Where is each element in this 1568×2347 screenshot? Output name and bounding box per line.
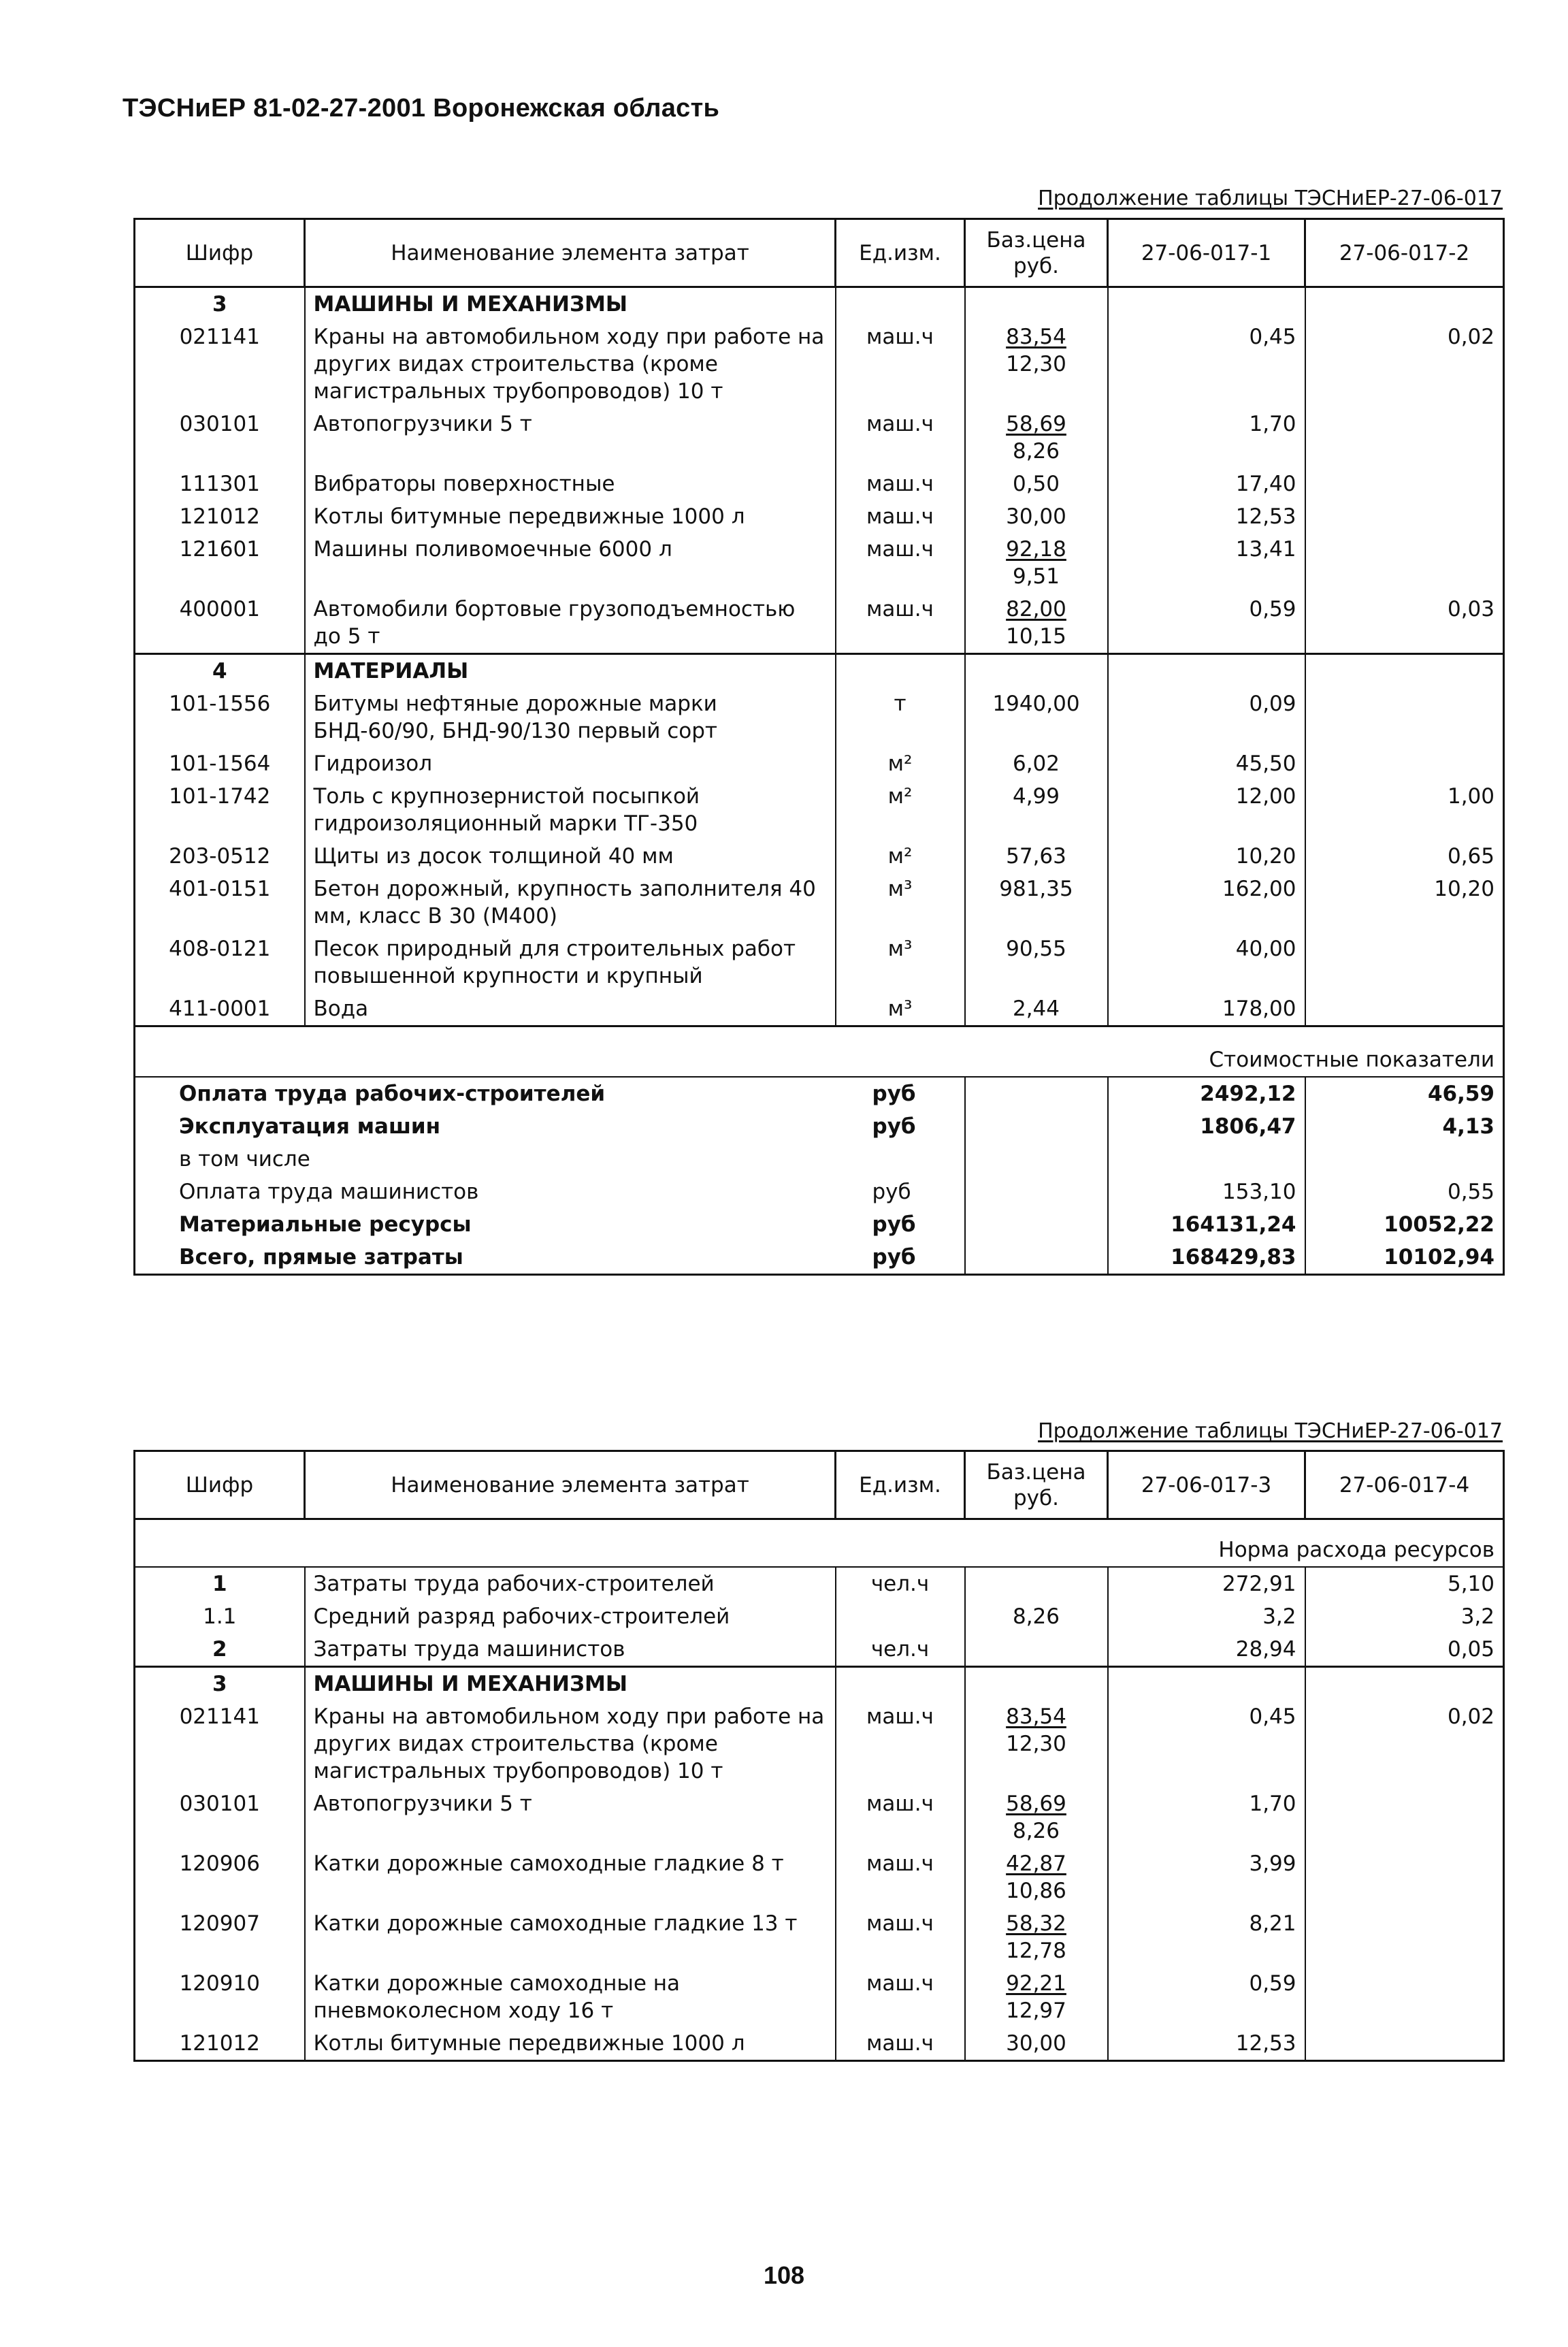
column-header-base-price: Баз.цена руб. bbox=[965, 219, 1108, 287]
summary-unit: руб bbox=[836, 1176, 965, 1208]
section-row bbox=[135, 1667, 1504, 1701]
summary-value-1: 168429,83 bbox=[1108, 1241, 1305, 1275]
resource-name: Вода bbox=[305, 992, 836, 1026]
table-row bbox=[135, 780, 1504, 840]
norm-value-2 bbox=[1305, 992, 1504, 1026]
column-header-code: Шифр bbox=[135, 1451, 305, 1519]
table1-continuation-title: Продолжение таблицы ТЭСНиЕР-27-06-017 bbox=[1038, 187, 1503, 210]
unit: м² bbox=[836, 780, 965, 840]
resource-code: 1 bbox=[135, 1567, 305, 1600]
empty-cell bbox=[135, 1519, 305, 1568]
base-price-cell bbox=[965, 593, 1108, 654]
norm-value-1: 10,20 bbox=[1108, 840, 1305, 873]
resource-name: Бетон дорожный, крупность заполнителя 40 мм, класс В 30 (М400) bbox=[305, 873, 836, 933]
base-price-secondary: 10,86 bbox=[1006, 1879, 1066, 1903]
base-price-cell bbox=[965, 873, 1108, 933]
norm-value-2: 0,02 bbox=[1305, 1700, 1504, 1787]
resource-name: Котлы битумные передвижные 1000 л bbox=[305, 500, 836, 533]
base-price-cell bbox=[965, 321, 1108, 408]
base-price-secondary: 12,30 bbox=[1006, 1732, 1066, 1756]
table-row bbox=[135, 533, 1504, 593]
table-row bbox=[135, 1907, 1504, 1967]
table-row bbox=[135, 873, 1504, 933]
norm-value-2 bbox=[1305, 468, 1504, 500]
resource-code: 030101 bbox=[135, 408, 305, 468]
unit: м² bbox=[836, 840, 965, 873]
unit: м³ bbox=[836, 933, 965, 992]
empty-cell bbox=[836, 654, 965, 688]
summary-label: Оплата труда рабочих-строителей bbox=[135, 1077, 836, 1110]
base-price: 90,55 bbox=[1006, 937, 1066, 961]
summary-row bbox=[135, 1241, 1504, 1275]
norm-value-1: 3,99 bbox=[1108, 1847, 1305, 1907]
resource-name: Песок природный для строительных работ повышенной крупности и крупный bbox=[305, 933, 836, 992]
summary-label: Всего, прямые затраты bbox=[135, 1241, 836, 1275]
empty-cell bbox=[1108, 654, 1305, 688]
table-row bbox=[135, 1633, 1504, 1667]
norm-value-1: 17,40 bbox=[1108, 468, 1305, 500]
empty-cell bbox=[965, 1077, 1108, 1110]
base-price-cell bbox=[965, 468, 1108, 500]
unit: маш.ч bbox=[836, 500, 965, 533]
resource-name: Толь с крупнозернистой посыпкой гидроизоляционный марки ТГ-350 bbox=[305, 780, 836, 840]
base-price-cell bbox=[965, 840, 1108, 873]
resource-code: 021141 bbox=[135, 1700, 305, 1787]
section-number: 4 bbox=[135, 654, 305, 688]
norm-value-2 bbox=[1305, 1907, 1504, 1967]
table-row bbox=[135, 1600, 1504, 1633]
base-price: 83,54 bbox=[1006, 325, 1066, 349]
resource-name: Автомобили бортовые грузоподъемностью до 5 т bbox=[305, 593, 836, 654]
norm-value-1: 12,53 bbox=[1108, 500, 1305, 533]
resource-code: 121601 bbox=[135, 533, 305, 593]
unit: маш.ч bbox=[836, 533, 965, 593]
norm-value-2 bbox=[1305, 2027, 1504, 2061]
summary-unit: руб bbox=[836, 1110, 965, 1143]
table-row bbox=[135, 408, 1504, 468]
resources-table-1 bbox=[133, 218, 1505, 1276]
summary-row bbox=[135, 1176, 1504, 1208]
unit: маш.ч bbox=[836, 468, 965, 500]
column-header-unit: Ед.изм. bbox=[836, 1451, 965, 1519]
section-row bbox=[135, 287, 1504, 321]
empty-cell bbox=[965, 654, 1108, 688]
resource-code: 400001 bbox=[135, 593, 305, 654]
norm-value-1: 0,45 bbox=[1108, 1700, 1305, 1787]
summary-value-1: 164131,24 bbox=[1108, 1208, 1305, 1241]
resource-name: Котлы битумные передвижные 1000 л bbox=[305, 2027, 836, 2061]
empty-cell bbox=[965, 1143, 1108, 1176]
base-price: 82,00 bbox=[1006, 597, 1066, 621]
norm-value-1: 178,00 bbox=[1108, 992, 1305, 1026]
base-price: 30,00 bbox=[1006, 504, 1066, 529]
resource-code: 408-0121 bbox=[135, 933, 305, 992]
summary-row bbox=[135, 1143, 1504, 1176]
base-price: 981,35 bbox=[999, 877, 1073, 901]
base-price-secondary: 8,26 bbox=[1012, 439, 1060, 464]
summary-value-1: 2492,12 bbox=[1108, 1077, 1305, 1110]
norm-value-1: 0,59 bbox=[1108, 593, 1305, 654]
column-header-norm-3: 27-06-017-3 bbox=[1108, 1451, 1305, 1519]
norm-value-1: 12,53 bbox=[1108, 2027, 1305, 2061]
summary-row bbox=[135, 1110, 1504, 1143]
norm-value-1: 0,09 bbox=[1108, 687, 1305, 747]
summary-unit: руб bbox=[836, 1241, 965, 1275]
norm-value-2 bbox=[1305, 408, 1504, 468]
unit: м³ bbox=[836, 992, 965, 1026]
base-price: 30,00 bbox=[1006, 2031, 1066, 2056]
resource-name: Автопогрузчики 5 т bbox=[305, 1787, 836, 1847]
base-price: 0,50 bbox=[1012, 472, 1060, 496]
base-price: 58,69 bbox=[1006, 412, 1066, 436]
column-header-norm-4: 27-06-017-4 bbox=[1305, 1451, 1504, 1519]
norm-value-1: 13,41 bbox=[1108, 533, 1305, 593]
resource-name: Катки дорожные самоходные гладкие 13 т bbox=[305, 1907, 836, 1967]
summary-value-2: 10052,22 bbox=[1305, 1208, 1504, 1241]
resource-name: Краны на автомобильном ходу при работе на других видах строительства (кроме магистральных трубопроводов) 10 т bbox=[305, 1700, 836, 1787]
norm-value-2: 0,05 bbox=[1305, 1633, 1504, 1667]
unit: маш.ч bbox=[836, 593, 965, 654]
resource-code: 030101 bbox=[135, 1787, 305, 1847]
resource-code: 120907 bbox=[135, 1907, 305, 1967]
base-price-secondary: 12,97 bbox=[1006, 1998, 1066, 2023]
resource-code: 101-1564 bbox=[135, 747, 305, 780]
base-price: 58,69 bbox=[1006, 1792, 1066, 1816]
section-title: МАТЕРИАЛЫ bbox=[305, 654, 836, 688]
base-price-cell bbox=[965, 933, 1108, 992]
table-row bbox=[135, 1567, 1504, 1600]
table-row bbox=[135, 593, 1504, 654]
base-price: 58,32 bbox=[1006, 1911, 1066, 1936]
table-row bbox=[135, 2027, 1504, 2061]
resource-name: Средний разряд рабочих-строителей bbox=[305, 1600, 836, 1633]
section-number: 3 bbox=[135, 287, 305, 321]
summary-unit: руб bbox=[836, 1208, 965, 1241]
unit: маш.ч bbox=[836, 1787, 965, 1847]
table-row bbox=[135, 840, 1504, 873]
summary-caption-row bbox=[135, 1026, 1504, 1078]
norm-value-2: 10,20 bbox=[1305, 873, 1504, 933]
empty-cell bbox=[1305, 654, 1504, 688]
empty-cell bbox=[965, 1176, 1108, 1208]
base-price-secondary: 9,51 bbox=[1012, 564, 1060, 589]
resource-name: Вибраторы поверхностные bbox=[305, 468, 836, 500]
norm-value-1: 1,70 bbox=[1108, 408, 1305, 468]
summary-value-2: 4,13 bbox=[1305, 1110, 1504, 1143]
norm-value-1: 0,59 bbox=[1108, 1967, 1305, 2027]
resource-code: 101-1556 bbox=[135, 687, 305, 747]
resources-table-2 bbox=[133, 1450, 1505, 2062]
base-price: 8,26 bbox=[1012, 1604, 1060, 1629]
table-row bbox=[135, 321, 1504, 408]
norm-value-1: 28,94 bbox=[1108, 1633, 1305, 1667]
table-row bbox=[135, 933, 1504, 992]
resource-code: 101-1742 bbox=[135, 780, 305, 840]
section-row bbox=[135, 654, 1504, 688]
resource-code: 120910 bbox=[135, 1967, 305, 2027]
base-price-cell bbox=[965, 1700, 1108, 1787]
base-price-cell bbox=[965, 533, 1108, 593]
table-row bbox=[135, 1787, 1504, 1847]
norm-value-2: 0,02 bbox=[1305, 321, 1504, 408]
norm-value-1: 0,45 bbox=[1108, 321, 1305, 408]
empty-cell bbox=[965, 1208, 1108, 1241]
unit: маш.ч bbox=[836, 408, 965, 468]
resource-name: Краны на автомобильном ходу при работе на других видах строительства (кроме магистральных трубопроводов) 10 т bbox=[305, 321, 836, 408]
norm-value-1: 8,21 bbox=[1108, 1907, 1305, 1967]
section-number: 3 bbox=[135, 1667, 305, 1701]
table-row bbox=[135, 992, 1504, 1026]
norm-value-1: 3,2 bbox=[1108, 1600, 1305, 1633]
base-price-secondary: 12,30 bbox=[1006, 352, 1066, 376]
base-price-cell bbox=[965, 1600, 1108, 1633]
unit: маш.ч bbox=[836, 1847, 965, 1907]
base-price: 83,54 bbox=[1006, 1704, 1066, 1729]
norm-value-2: 0,65 bbox=[1305, 840, 1504, 873]
unit: чел.ч bbox=[836, 1567, 965, 1600]
norm-value-2: 5,10 bbox=[1305, 1567, 1504, 1600]
base-price-secondary: 10,15 bbox=[1006, 624, 1066, 649]
resource-code: 401-0151 bbox=[135, 873, 305, 933]
base-price-cell bbox=[965, 1567, 1108, 1600]
norm-value-2 bbox=[1305, 1787, 1504, 1847]
base-price-cell bbox=[965, 1847, 1108, 1907]
column-header-base-price: Баз.цена руб. bbox=[965, 1451, 1108, 1519]
summary-unit bbox=[836, 1143, 965, 1176]
summary-value-1 bbox=[1108, 1143, 1305, 1176]
column-header-unit: Ед.изм. bbox=[836, 219, 965, 287]
base-price-secondary: 12,78 bbox=[1006, 1939, 1066, 1963]
document-header: ТЭСНиЕР 81-02-27-2001 Воронежская область bbox=[122, 94, 720, 123]
column-header-name: Наименование элемента затрат bbox=[305, 219, 836, 287]
base-price-cell bbox=[965, 747, 1108, 780]
empty-cell bbox=[965, 1110, 1108, 1143]
base-price: 1940,00 bbox=[992, 692, 1080, 716]
base-price: 92,18 bbox=[1006, 537, 1066, 562]
resource-code: 203-0512 bbox=[135, 840, 305, 873]
summary-value-1: 1806,47 bbox=[1108, 1110, 1305, 1143]
resource-name: Автопогрузчики 5 т bbox=[305, 408, 836, 468]
summary-value-2: 10102,94 bbox=[1305, 1241, 1504, 1275]
norm-value-1: 40,00 bbox=[1108, 933, 1305, 992]
base-price: 57,63 bbox=[1006, 844, 1066, 869]
section-title: МАШИНЫ И МЕХАНИЗМЫ bbox=[305, 1667, 836, 1701]
section-title: МАШИНЫ И МЕХАНИЗМЫ bbox=[305, 287, 836, 321]
norm-value-2 bbox=[1305, 533, 1504, 593]
summary-value-2 bbox=[1305, 1143, 1504, 1176]
summary-value-2: 0,55 bbox=[1305, 1176, 1504, 1208]
resource-name: Катки дорожные самоходные на пневмоколесном ходу 16 т bbox=[305, 1967, 836, 2027]
resource-name: Катки дорожные самоходные гладкие 8 т bbox=[305, 1847, 836, 1907]
unit: т bbox=[836, 687, 965, 747]
norm-value-2 bbox=[1305, 747, 1504, 780]
empty-cell bbox=[836, 287, 965, 321]
column-header-code: Шифр bbox=[135, 219, 305, 287]
norm-value-1: 272,91 bbox=[1108, 1567, 1305, 1600]
base-price: 6,02 bbox=[1012, 751, 1060, 776]
column-header-norm-1: 27-06-017-1 bbox=[1108, 219, 1305, 287]
empty-cell bbox=[965, 1241, 1108, 1275]
empty-cell bbox=[1108, 1667, 1305, 1701]
norm-value-2 bbox=[1305, 1967, 1504, 2027]
norm-value-2 bbox=[1305, 687, 1504, 747]
base-price: 92,21 bbox=[1006, 1971, 1066, 1996]
table-row bbox=[135, 1967, 1504, 2027]
norm-value-2 bbox=[1305, 1847, 1504, 1907]
norm-value-2: 1,00 bbox=[1305, 780, 1504, 840]
empty-cell bbox=[965, 287, 1108, 321]
unit: м² bbox=[836, 747, 965, 780]
resource-code: 121012 bbox=[135, 2027, 305, 2061]
unit: чел.ч bbox=[836, 1633, 965, 1667]
base-price-cell bbox=[965, 1967, 1108, 2027]
summary-row bbox=[135, 1208, 1504, 1241]
resource-name: Гидроизол bbox=[305, 747, 836, 780]
resource-code: 2 bbox=[135, 1633, 305, 1667]
table-row bbox=[135, 468, 1504, 500]
resource-code: 021141 bbox=[135, 321, 305, 408]
table1-body bbox=[135, 287, 1504, 1275]
unit: маш.ч bbox=[836, 1967, 965, 2027]
norm-value-1: 12,00 bbox=[1108, 780, 1305, 840]
base-price-cell bbox=[965, 780, 1108, 840]
empty-cell bbox=[135, 1026, 305, 1078]
base-price: 4,99 bbox=[1012, 784, 1060, 809]
resource-name: Затраты труда рабочих-строителей bbox=[305, 1567, 836, 1600]
norm-value-1: 1,70 bbox=[1108, 1787, 1305, 1847]
base-price-secondary: 8,26 bbox=[1012, 1819, 1060, 1843]
unit: маш.ч bbox=[836, 2027, 965, 2061]
base-price-cell bbox=[965, 992, 1108, 1026]
unit: маш.ч bbox=[836, 1907, 965, 1967]
summary-label: Материальные ресурсы bbox=[135, 1208, 836, 1241]
norm-value-2 bbox=[1305, 500, 1504, 533]
norm-value-2 bbox=[1305, 933, 1504, 992]
base-price: 42,87 bbox=[1006, 1851, 1066, 1876]
column-header-name: Наименование элемента затрат bbox=[305, 1451, 836, 1519]
unit: маш.ч bbox=[836, 1700, 965, 1787]
resource-code: 411-0001 bbox=[135, 992, 305, 1026]
summary-label: в том числе bbox=[135, 1143, 836, 1176]
resource-name: Затраты труда машинистов bbox=[305, 1633, 836, 1667]
norm-value-2: 3,2 bbox=[1305, 1600, 1504, 1633]
resource-code: 1.1 bbox=[135, 1600, 305, 1633]
table-row bbox=[135, 1700, 1504, 1787]
summary-caption: Стоимостные показатели bbox=[305, 1026, 1504, 1078]
table-row bbox=[135, 500, 1504, 533]
resource-name: Машины поливомоечные 6000 л bbox=[305, 533, 836, 593]
norm-caption: Норма расхода ресурсов bbox=[305, 1519, 1504, 1568]
table-row bbox=[135, 687, 1504, 747]
empty-cell bbox=[965, 1667, 1108, 1701]
column-header-norm-2: 27-06-017-2 bbox=[1305, 219, 1504, 287]
empty-cell bbox=[1305, 287, 1504, 321]
norm-value-2: 0,03 bbox=[1305, 593, 1504, 654]
unit: маш.ч bbox=[836, 321, 965, 408]
norm-value-1: 162,00 bbox=[1108, 873, 1305, 933]
norm-value-1: 45,50 bbox=[1108, 747, 1305, 780]
page-number: 108 bbox=[763, 2261, 805, 2289]
norm-caption-row bbox=[135, 1519, 1504, 1568]
table-row bbox=[135, 1847, 1504, 1907]
base-price-cell bbox=[965, 500, 1108, 533]
unit: м³ bbox=[836, 873, 965, 933]
base-price-cell bbox=[965, 1787, 1108, 1847]
base-price-cell bbox=[965, 1907, 1108, 1967]
resource-code: 111301 bbox=[135, 468, 305, 500]
base-price-cell bbox=[965, 1633, 1108, 1667]
summary-label: Эксплуатация машин bbox=[135, 1110, 836, 1143]
resource-code: 120906 bbox=[135, 1847, 305, 1907]
base-price-cell bbox=[965, 2027, 1108, 2061]
resource-code: 121012 bbox=[135, 500, 305, 533]
base-price-cell bbox=[965, 408, 1108, 468]
summary-value-1: 153,10 bbox=[1108, 1176, 1305, 1208]
summary-label: Оплата труда машинистов bbox=[135, 1176, 836, 1208]
resource-name: Битумы нефтяные дорожные марки БНД-60/90, БНД-90/130 первый сорт bbox=[305, 687, 836, 747]
empty-cell bbox=[1108, 287, 1305, 321]
empty-cell bbox=[1305, 1667, 1504, 1701]
table-row bbox=[135, 747, 1504, 780]
resource-name: Щиты из досок толщиной 40 мм bbox=[305, 840, 836, 873]
summary-value-2: 46,59 bbox=[1305, 1077, 1504, 1110]
summary-row bbox=[135, 1077, 1504, 1110]
base-price-cell bbox=[965, 687, 1108, 747]
empty-cell bbox=[836, 1667, 965, 1701]
table2-continuation-title: Продолжение таблицы ТЭСНиЕР-27-06-017 bbox=[1038, 1419, 1503, 1443]
summary-unit: руб bbox=[836, 1077, 965, 1110]
table2-body bbox=[135, 1519, 1504, 2061]
base-price: 2,44 bbox=[1012, 997, 1060, 1021]
unit bbox=[836, 1600, 965, 1633]
